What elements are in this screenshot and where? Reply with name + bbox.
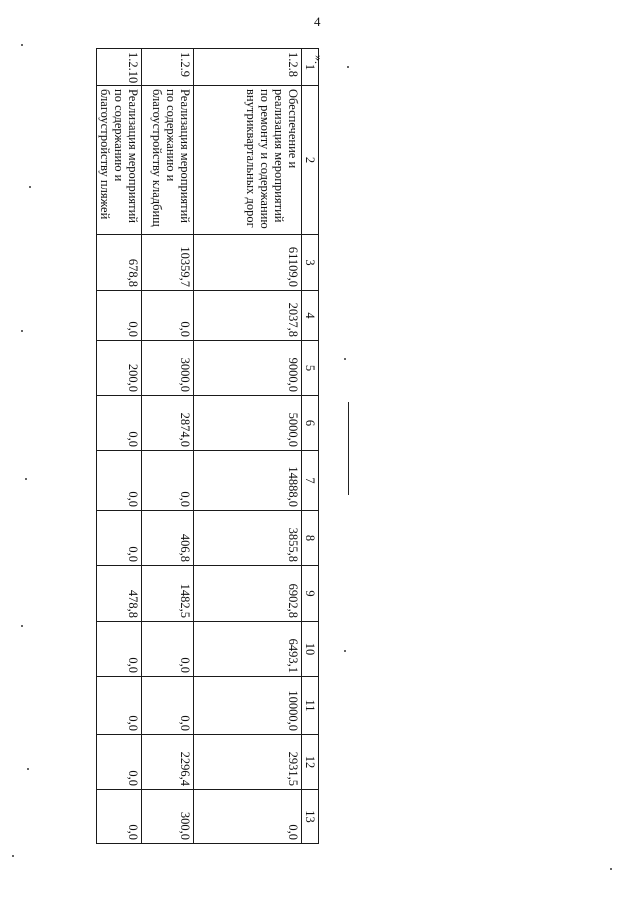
budget-table <box>96 48 319 844</box>
value-cell: 0,0 <box>97 396 142 451</box>
value-cell: 10359,7 <box>142 235 194 291</box>
value-cell: 9000,0 <box>194 341 302 396</box>
value-cell: 0,0 <box>142 451 194 511</box>
row-description: Реализация мероприятий по содержанию и благоустройству пляжей <box>97 86 142 235</box>
value-cell: 5000,0 <box>194 396 302 451</box>
header-cell: 7 <box>302 451 319 511</box>
scan-speck <box>344 358 346 360</box>
value-cell: 0,0 <box>97 790 142 844</box>
header-cell: 11 <box>302 677 319 735</box>
table-row <box>194 49 302 844</box>
scan-speck <box>610 868 612 870</box>
value-cell: 0,0 <box>142 677 194 735</box>
header-cell: 9 <box>302 566 319 622</box>
table-row <box>97 49 142 844</box>
value-cell: 2874,0 <box>142 396 194 451</box>
scan-speck <box>25 478 27 480</box>
signature-line <box>348 402 349 495</box>
value-cell: 3000,0 <box>142 341 194 396</box>
header-cell: 13 <box>302 790 319 844</box>
value-cell: 200,0 <box>97 341 142 396</box>
value-cell: 6493,1 <box>194 622 302 677</box>
closing-quote-mark: ». <box>312 55 326 64</box>
scan-speck <box>21 625 23 627</box>
value-cell: 406,8 <box>142 511 194 566</box>
value-cell: 0,0 <box>194 790 302 844</box>
value-cell: 14888,0 <box>194 451 302 511</box>
rotated-table-container <box>98 48 319 840</box>
value-cell: 0,0 <box>97 451 142 511</box>
scan-speck <box>21 44 23 46</box>
value-cell: 61109,0 <box>194 235 302 291</box>
header-cell: 1 <box>302 49 319 86</box>
scan-speck <box>12 855 14 857</box>
value-cell: 10000,0 <box>194 677 302 735</box>
value-cell: 0,0 <box>97 735 142 790</box>
scan-speck <box>344 650 346 652</box>
value-cell: 0,0 <box>97 622 142 677</box>
row-description: Реализация мероприятий по содержанию и благоустройству кладбищ <box>142 86 194 235</box>
scan-speck <box>29 186 31 188</box>
row-code: 1.2.9 <box>142 49 194 86</box>
header-cell: 4 <box>302 291 319 341</box>
value-cell: 478,8 <box>97 566 142 622</box>
value-cell: 0,0 <box>97 291 142 341</box>
value-cell: 678,8 <box>97 235 142 291</box>
table-row <box>142 49 194 844</box>
value-cell: 0,0 <box>142 291 194 341</box>
row-description: Обеспечение и реализация мероприятий по ремонту и содержанию внутриквартальных дорог <box>194 86 302 235</box>
scan-speck <box>21 330 23 332</box>
header-cell: 12 <box>302 735 319 790</box>
scan-speck <box>347 66 349 68</box>
row-code: 1.2.10 <box>97 49 142 86</box>
value-cell: 1482,5 <box>142 566 194 622</box>
header-cell: 3 <box>302 235 319 291</box>
header-cell: 10 <box>302 622 319 677</box>
row-code: 1.2.8 <box>194 49 302 86</box>
value-cell: 2931,5 <box>194 735 302 790</box>
page-number: 4 <box>314 14 321 29</box>
value-cell: 0,0 <box>97 677 142 735</box>
header-cell: 5 <box>302 341 319 396</box>
scan-speck <box>27 768 29 770</box>
value-cell: 6902,8 <box>194 566 302 622</box>
value-cell: 2296,4 <box>142 735 194 790</box>
header-cell: 2 <box>302 86 319 235</box>
value-cell: 3855,8 <box>194 511 302 566</box>
header-cell: 8 <box>302 511 319 566</box>
value-cell: 2037,8 <box>194 291 302 341</box>
value-cell: 300,0 <box>142 790 194 844</box>
value-cell: 0,0 <box>97 511 142 566</box>
header-cell: 6 <box>302 396 319 451</box>
value-cell: 0,0 <box>142 622 194 677</box>
table-header-row <box>302 49 319 844</box>
